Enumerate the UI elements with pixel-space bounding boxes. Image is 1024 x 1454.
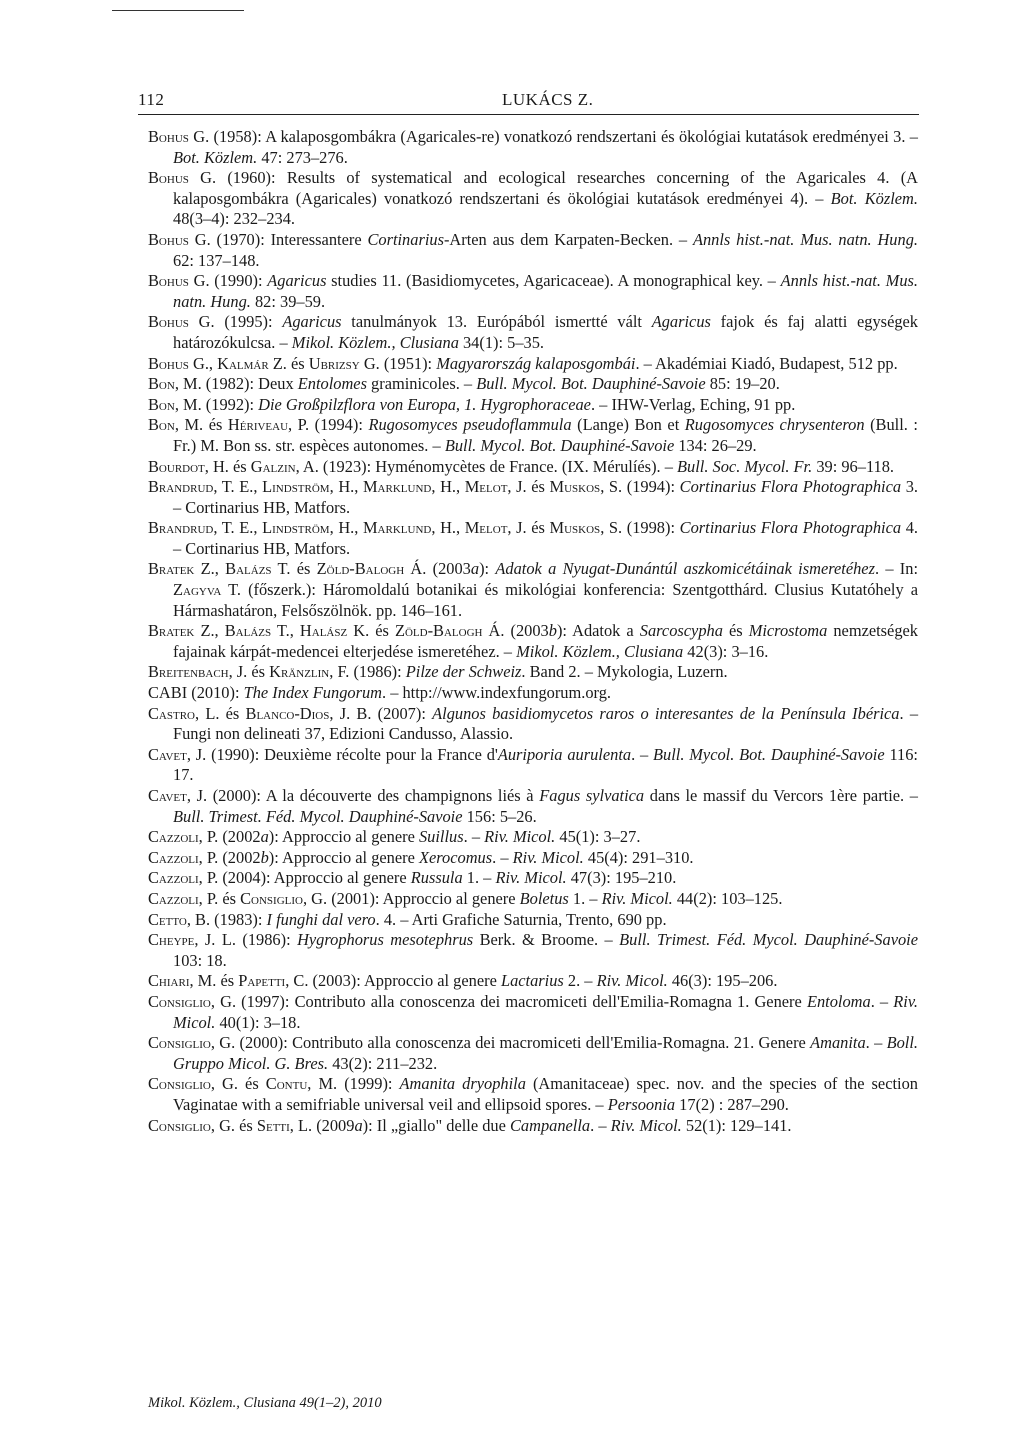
text-segment: , G. és [210,1074,266,1094]
author-name: Consiglio [148,1074,211,1094]
author-name: Galzin [250,456,296,476]
reference-entry [148,168,918,230]
text-segment: G., [188,353,218,373]
italic-text: Suillus [418,827,464,847]
text-segment: . – In: [874,559,919,579]
text-segment: , G. (1997): Contributo alla conoscenza dei macromiceti dell'Emilia-Romagna 1. Genere [210,991,807,1011]
top-rule [112,10,244,11]
text-segment: 48(3–4): 232–234. [173,209,296,229]
author-name: Breitenbach [148,662,229,682]
author-name: Kalmár [217,353,269,373]
author-name: Marklund [362,477,432,497]
italic-text: Algunos basidiomycetos raros o interesantes de la Península Ibérica [432,703,900,723]
author-name: Lindström [262,477,330,497]
text-segment: , J. B. (2007): [329,703,433,723]
author-name: Consiglio [148,1115,211,1135]
text-segment: , S. (1998): [600,518,680,538]
text-segment: 45(4): 291–310. [583,847,694,867]
author-name: Muskos [549,518,601,538]
italic-text: a [470,559,480,579]
italic-text: Mikol. Közlem., Clusiana [516,641,684,661]
text-segment: 1. – [462,868,496,888]
reference-list [148,127,918,1136]
running-header [138,88,919,115]
author-name: Cazzoli [148,827,199,847]
text-segment: 39: 96–118. [812,456,895,476]
italic-text: Boll. Gruppo Micol. G. Bres. [173,1033,919,1073]
text-segment: 1. – [568,888,602,908]
reference-entry [148,1116,918,1137]
text-segment: , P. (2002 [198,847,261,867]
text-segment: 34(1): 5–35. [458,332,545,352]
running-title: LUKÁCS Z. [502,90,594,109]
author-name: Bon [148,394,175,414]
text-segment: , J. és [507,477,550,497]
text-segment: G. (1970): Interessantere [188,229,368,249]
italic-text: Agaricus [651,312,711,332]
author-name: Hériveau [227,415,289,435]
text-segment: K. és [347,621,395,641]
text-segment: , J. (1990): Deuxième récolte pour la France d' [186,744,498,764]
text-segment: 62: 137–148. [173,250,260,270]
reference-entry [148,374,918,395]
italic-text: Bull. Trimest. Féd. Mycol. Dauphiné-Savoie [619,930,918,950]
author-name: Melot [464,518,508,538]
italic-text: Riv. Micol. [512,847,584,867]
author-name: Kränzlin [269,662,330,682]
italic-text: Bull. Mycol. Bot. Dauphiné-Savoie [444,435,675,455]
italic-text: Agaricus [267,271,327,291]
italic-text: a [354,1115,363,1135]
italic-text: Riv. Micol. [495,868,567,888]
text-segment: , M. és [189,971,239,991]
text-segment: G. (1990): [188,271,268,291]
text-segment: G. (1960): Results of systematical and ecological researches concerning of the Agaricales 4. (A kalaposgombákra (Agaricales) vonatkozó rendszertani és ökológiai kutatások eredményei 4). – [173,168,918,208]
text-segment: 116: 17. [173,744,918,785]
text-segment: , P. és [198,888,241,908]
author-name: Bon [148,374,175,394]
italic-text: Magyarország kalaposgombái [436,353,636,373]
italic-text: Russula [410,868,463,888]
italic-text: Campanella [509,1115,591,1135]
author-name: Brandrud [148,518,214,538]
text-segment: , J. L. (1986): [194,930,298,950]
reference-entry [148,127,918,168]
author-name: Zöld-Balogh [316,559,405,579]
italic-text: Hygrophorus mesotephrus [297,930,474,950]
italic-text: Microstoma [748,621,828,641]
italic-text: Auriporia aurulenta [497,744,632,764]
text-segment: , M. (1999): [307,1074,400,1094]
text-segment: . Band 2. – Mykologia, Luzern. [521,662,728,682]
text-segment: . – [492,847,513,867]
italic-text: Entolomes [297,374,367,394]
italic-text: Cortinarius [367,229,444,249]
text-segment: Z. és [268,353,309,373]
author-name: Bohus [148,168,189,188]
text-segment: Z., [194,621,225,641]
author-name: Consiglio [148,991,211,1011]
text-segment: , H., [329,518,363,538]
text-segment: 82: 39–59. [250,291,326,311]
reference-entry [148,354,918,375]
reference-entry [148,271,918,312]
italic-text: a [260,827,269,847]
reference-entry [148,889,918,910]
text-segment: ): Approccio al genere [268,827,419,847]
text-segment: , H. és [204,456,251,476]
text-segment: , P. (1994): [288,415,369,435]
text-segment: . – [631,744,654,764]
text-segment: Á. (2003 [482,621,549,641]
author-name: Balázs [225,559,272,579]
italic-text: Bull. Soc. Mycol. Fr. [677,456,813,476]
author-name: Cetto [148,909,187,929]
text-segment: T. (főszerk.): Háromoldalú botanikai és mikológiai konferencia: Szentgotthárd. Clusius Kutatóhely a Hármashatáron, Felsőszölnök. pp. 146–161. [173,580,918,620]
italic-text: Fagus sylvatica [539,786,645,805]
italic-text: Bot. Közlem. [830,188,918,208]
author-name: Muskos [549,477,601,497]
italic-text: Bull. Mycol. Bot. Dauphiné-Savoie [653,744,885,764]
text-segment: 2. – [563,971,597,991]
italic-text: Cortinarius Flora Photographica [679,518,902,538]
text-segment: , M. (1982): Deux [174,374,298,394]
text-segment: (Lange) Bon et [571,415,685,435]
text-segment: , S. (1994): [600,477,680,497]
text-segment: 44(2): 103–125. [672,888,783,908]
text-segment: ): [479,559,496,579]
reference-entry [148,910,918,931]
text-segment: , G. és [210,1115,257,1135]
text-segment: (Amanitaceae) spec. nov. and the species of the section Vaginatae with a semifriable universal veil and ellipsoid spores. – [173,1074,918,1114]
author-name: Bohus [148,229,189,249]
text-segment: 43(2): 211–232. [328,1053,438,1073]
italic-text: b [548,621,557,641]
text-segment: 85: 19–20. [705,374,780,394]
italic-text: I funghi dal vero [266,909,376,929]
text-segment: graminicoles. – [366,374,477,394]
text-segment: . – Akadémiai Kiadó, Budapest, 512 pp. [635,353,898,373]
text-segment: ): Approccio al genere [268,847,419,867]
author-name: Papetti [238,971,286,991]
reference-entry [148,662,918,683]
author-name: Bohus [148,353,189,373]
text-segment: , L. (2009 [289,1115,355,1135]
italic-text: Riv. Micol. [173,991,918,1032]
text-segment: 156: 5–26. [462,806,537,826]
author-name: Zagyva [173,580,222,600]
text-segment: , J. és [228,662,270,682]
text-segment: , A. (1923): Hyménomycètes de France. (IX. Mérulíés). – [295,456,678,476]
author-name: Ubrizsy [308,353,360,373]
italic-text: Bull. Mycol. Bot. Dauphiné-Savoie [476,374,706,394]
italic-text: Riv. Micol. [484,827,556,847]
italic-text: Riv. Micol. [610,1115,682,1135]
italic-text: Adatok a Nyugat-Dunántúl aszkomicétáinak ismeretéhez [495,559,875,579]
italic-text: Boletus [519,888,569,908]
reference-entry [148,621,918,662]
italic-text: Amanita dryophila [399,1074,526,1094]
italic-text: Amanita [810,1033,866,1053]
text-segment: 46(3): 195–206. [667,971,778,991]
author-name: Consiglio [148,1033,211,1053]
text-segment: G. (1995): [188,312,283,332]
text-segment: , G. (2000): Contributo alla conoscenza dei macromiceti dell'Emilia-Romagna. 21. Genere [210,1033,811,1053]
author-name: Contu [265,1074,308,1094]
text-segment: T., [271,621,300,641]
author-name: Melot [464,477,508,497]
author-name: Cazzoli [148,847,199,867]
author-name: Blanco-Dios [245,703,330,723]
reference-entry [148,518,918,559]
text-segment: , T. E., [213,477,263,497]
reference-entry [148,415,918,456]
text-segment: 40(1): 3–18. [215,1012,301,1032]
reference-entry [148,786,918,827]
text-segment: (Bull. : Fr.) M. Bon ss. str. espèces autonomes. – [173,415,918,455]
italic-text: Persoonia [607,1094,676,1114]
text-segment: Z., [194,559,226,579]
reference-entry [148,971,918,992]
italic-text: Agaricus [282,312,342,332]
reference-entry [148,704,918,745]
reference-entry [148,868,918,889]
text-segment: 52(1): 129–141. [681,1115,792,1135]
text-segment: , C. (2003): Approccio al genere [285,971,501,991]
italic-text: Mikol. Közlem., Clusiana [291,332,459,352]
author-name: Cazzoli [148,888,199,908]
text-segment: 17(2) : 287–290. [675,1094,789,1114]
text-segment: dans le massif du Vercors 1ère partie. – [644,786,918,805]
text-segment: 3. – Cortinarius HB, Matfors. [173,477,918,517]
reference-entry [148,395,918,416]
text-segment: Á. (2003 [404,559,471,579]
text-segment: -Arten aus dem Karpaten-Becken. – [443,229,693,249]
italic-text: b [260,847,269,867]
text-segment: , G. (2001): Approccio al genere [302,888,520,908]
text-segment: , F. (1986): [329,662,406,682]
text-segment: , P. (2002 [198,827,261,847]
page-number: 112 [138,90,165,109]
reference-entry [148,1074,918,1115]
text-segment: 134: 26–29. [674,435,757,455]
italic-text: The Index Fungorum [243,683,382,703]
text-segment: fajok és faj alatti egységek határozókulcsa. – [173,312,919,352]
reference-entry [148,683,918,704]
text-segment: T. és [271,559,317,579]
author-name: Bratek [148,559,195,579]
author-name: Zöld-Balogh [394,621,483,641]
reference-entry [148,1033,918,1074]
text-segment: . – http://www.indexfungorum.org. [382,683,611,703]
text-segment: G. (1951): [359,353,437,373]
italic-text: Annls hist.-nat. Mus. natn. Hung. [173,271,919,311]
author-name: Consiglio [240,888,303,908]
author-name: Castro [148,703,195,723]
reference-entry [148,477,918,518]
italic-text: Sarcoscypha [639,621,723,641]
author-name: Lindström [262,518,330,538]
text-segment: 47(3): 195–210. [566,868,677,888]
reference-entry [148,559,918,621]
text-segment: . 4. – Arti Grafiche Saturnia, Trento, 690 pp. [375,909,667,929]
italic-text: Annls hist.-nat. Mus. natn. Hung. [692,229,918,249]
italic-text: Pilze der Schweiz [405,662,522,682]
text-segment: . – [870,991,894,1011]
text-segment: CABI (2010): [148,683,244,703]
text-segment: studies 11. (Basidiomycetes, Agaricaceae). A monographical key. – [326,271,781,291]
italic-text: Rugosomyces chrysenteron [684,415,865,435]
text-segment: tanulmányok 13. Európából ismertté vált [341,312,652,332]
text-segment: és [722,621,749,641]
author-name: Bohus [148,271,189,291]
text-segment: , B. (1983): [186,909,267,929]
text-segment: Berk. & Broome. – [473,930,620,950]
text-segment: 4. – Cortinarius HB, Matfors. [173,518,918,558]
text-segment: . – [590,1115,611,1135]
text-segment: 42(3): 3–16. [683,641,769,661]
author-name: Chiari [148,971,190,991]
author-name: Halász [299,621,348,641]
italic-text: Bot. Közlem. [173,147,258,167]
journal-footer: Mikol. Közlem., Clusiana 49(1–2), 2010 [148,1395,382,1411]
italic-text: Riv. Micol. [601,888,673,908]
reference-entry [148,848,918,869]
text-segment: 47: 273–276. [257,147,348,167]
text-segment: . – [865,1033,887,1053]
text-segment: 45(1): 3–27. [555,827,641,847]
italic-text: Die Großpilzflora von Europa, 1. Hygrophoraceae [258,394,591,414]
italic-text: Bull. Trimest. Féd. Mycol. Dauphiné-Savoie [173,806,463,826]
reference-entry [148,827,918,848]
reference-entry [148,457,918,478]
author-name: Cavet [148,744,187,764]
italic-text: Lactarius [500,971,564,991]
reference-entry [148,312,918,353]
author-name: Setti [256,1115,290,1135]
text-segment: 103: 18. [173,950,227,970]
italic-text: Rugosomyces pseudoflammula [368,415,572,435]
text-segment: . – IHW-Verlag, Eching, 91 pp. [590,394,796,414]
text-segment: , J. és [507,518,550,538]
italic-text: Riv. Micol. [596,971,668,991]
text-segment: . – Fungi non delineati 37, Edizioni Candusso, Alassio. [173,703,919,744]
author-name: Balázs [224,621,272,641]
text-segment: nemzetségek fajainak kárpát-medencei elterjedése ismeretéhez. – [173,621,918,661]
reference-entry [148,230,918,271]
text-segment: , L. és [195,703,246,723]
text-segment: ): Adatok a [556,621,640,641]
author-name: Bohus [148,312,189,332]
author-name: Marklund [362,518,432,538]
text-segment: , P. (2004): Approccio al genere [198,868,411,888]
reference-entry [148,745,918,786]
text-segment: ): Il „giallo" delle due [362,1115,510,1135]
italic-text: Entoloma [806,991,871,1011]
text-segment: , H., [431,518,465,538]
author-name: Cheype [148,930,195,950]
text-segment: , H., [329,477,363,497]
author-name: Bratek [148,621,195,641]
italic-text: Cortinarius Flora Photographica [679,477,902,497]
author-name: Cavet [148,786,187,805]
author-name: Bourdot [148,456,205,476]
text-segment: . – [463,827,485,847]
text-segment: G. (1958): A kalaposgombákra (Agaricales-re) vonatkozó rendszertani és ökológiai kutatások eredményei 3. – [188,127,918,146]
text-segment: , H., [431,477,465,497]
author-name: Brandrud [148,477,214,497]
author-name: Bohus [148,127,189,146]
text-segment: , M. (1992): [174,394,259,414]
reference-entry [148,992,918,1033]
text-segment: , J. (2000): A la découverte des champignons liés à [186,786,540,805]
author-name: Cazzoli [148,868,199,888]
text-segment: , M. és [174,415,228,435]
author-name: Bon [148,415,175,435]
italic-text: Xerocomus [418,847,493,867]
reference-entry [148,930,918,971]
text-segment: , T. E., [213,518,263,538]
